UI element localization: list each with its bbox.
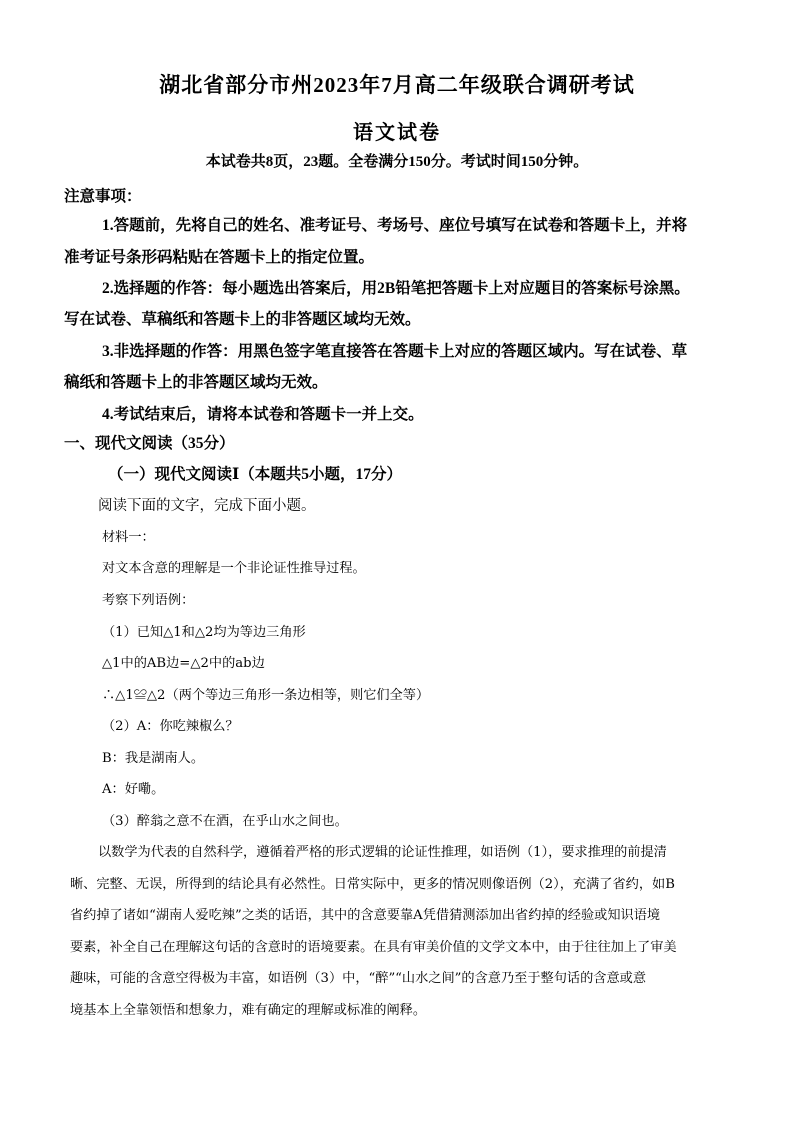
material-line: （2）A：你吃辣椒么？ <box>102 719 239 734</box>
note-line: 2.选择题的作答：每小题选出答案后，用2B铅笔把答题卡上对应题目的答案标号涂黑。 <box>102 280 690 297</box>
exam-title: 湖北省部分市州2023年7月高二年级联合调研考试 <box>159 73 635 97</box>
instruction-text: 阅读下面的文字，完成下面小题。 <box>98 498 316 514</box>
paragraph-line: 省约掉了诸如“湖南人爱吃辣”之类的话语，其中的含意要靠A凭借猜测添加出省约掉的经验或知识语境 <box>70 908 661 923</box>
paragraph-line: 境基本上全靠领悟和想象力，难有确定的理解或标准的阐释。 <box>70 1003 427 1018</box>
note-line: 3.非选择题的作答：用黑色签字笔直接答在答题卡上对应的答题区域内。写在试卷、草 <box>102 343 688 360</box>
material-line: ∴△1≌△2（两个等边三角形一条边相等，则它们全等） <box>102 688 430 703</box>
section-title: 一、现代文阅读（35分） <box>64 435 235 452</box>
paragraph-line: 晰、完整、无误，所得到的结论具有必然性。日常实际中，更多的情况则像语例（2），充满了省约，如B <box>70 877 675 892</box>
section-subtitle: （一）现代文阅读Ⅰ（本题共5小题，17分） <box>108 466 403 483</box>
note-line: 写在试卷、草稿纸和答题卡上的非答题区域均无效。 <box>64 311 421 328</box>
material-line: 考察下列语例： <box>102 593 195 608</box>
note-line: 1.答题前，先将自己的姓名、准考证号、考场号、座位号填写在试卷和答题卡上，并将 <box>102 217 688 234</box>
material-line: （1）已知△1和△2均为等边三角形 <box>102 625 306 640</box>
material-line: △1中的AB边=△2中的ab边 <box>102 656 265 671</box>
note-line: 4.考试结束后，请将本试卷和答题卡一并上交。 <box>102 406 424 423</box>
subject-title: 语文试卷 <box>353 122 441 144</box>
paragraph-line: 趣味，可能的含意空得极为丰富，如语例（3）中，“醉”“山水之间”的含意乃至于整句话的含意或意 <box>70 971 647 986</box>
material-label: 材料一： <box>102 530 155 545</box>
note-line: 准考证号条形码粘贴在答题卡上的指定位置。 <box>64 249 375 266</box>
exam-info: 本试卷共8页，23题。全卷满分150分。考试时间150分钟。 <box>205 154 589 170</box>
paragraph-line: 要素，补全自己在理解这句话的含意时的语境要素。在具有审美价值的文学文本中，由于往往加上了审美 <box>70 940 677 955</box>
material-line: 对文本含意的理解是一个非论证性推导过程。 <box>102 561 366 576</box>
material-line: A：好嘞。 <box>102 782 165 797</box>
note-line: 稿纸和答题卡上的非答题区域均无效。 <box>64 374 328 391</box>
paragraph-line: 以数学为代表的自然科学，遵循着严格的形式逻辑的论证性推理，如语例（1），要求推理的前提清 <box>98 845 667 860</box>
material-line: B：我是湖南人。 <box>102 751 205 766</box>
notes-heading: 注意事项： <box>64 188 142 205</box>
material-line: （3）醉翁之意不在酒，在乎山水之间也。 <box>102 814 348 829</box>
